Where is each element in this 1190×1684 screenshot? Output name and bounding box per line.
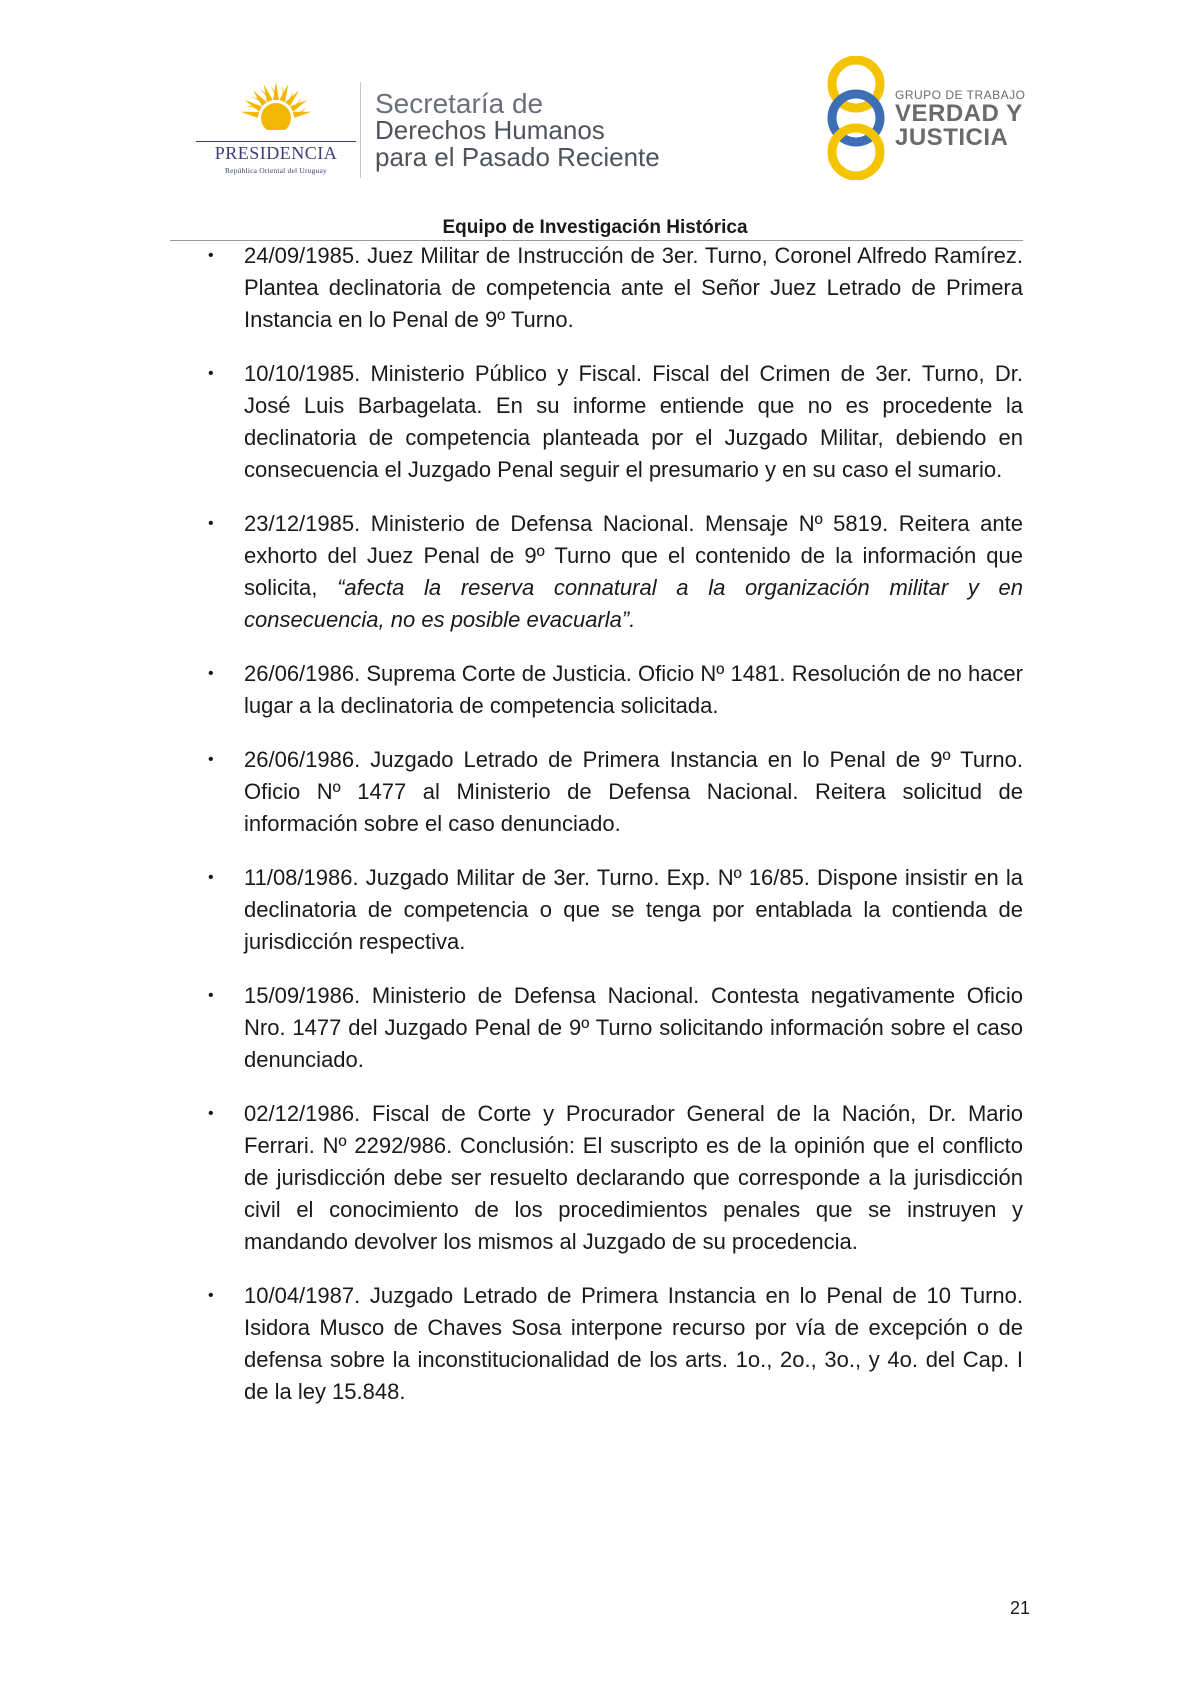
entry-text: 10/04/1987. Juzgado Letrado de Primera Instancia en lo Penal de 10 Turno. Isidora Musco de Chaves Sosa interpone recurso por vía de excepción o de defensa sobre la inconstitucionalidad de los arts. 1o., 2o., 3o., y 4o. del Cap. I de la ley 15.848. xyxy=(244,1283,1023,1404)
team-title: Equipo de Investigación Histórica xyxy=(442,217,748,238)
list-item xyxy=(208,980,1023,1076)
bullet-icon: • xyxy=(208,665,214,682)
list-item xyxy=(208,1280,1023,1408)
bullet-icon: • xyxy=(208,987,214,1004)
entry-text: 24/09/1985. Juez Militar de Instrucción de 3er. Turno, Coronel Alfredo Ramírez. Plantea declinatoria de competencia ante el Señor Juez Letrado de Primera Instancia en lo Penal de 9º Turno. xyxy=(244,243,1023,332)
list-item xyxy=(208,508,1023,636)
page-content xyxy=(208,240,1023,1430)
entry-text: 15/09/1986. Ministerio de Defensa Nacional. Contesta negativamente Oficio Nro. 1477 del Juzgado Penal de 9º Turno solicitando información sobre el caso denunciado. xyxy=(244,983,1023,1072)
header-divider xyxy=(360,82,361,178)
entry-text: 10/10/1985. Ministerio Público y Fiscal. Fiscal del Crimen de 3er. Turno, Dr. José Luis Barbagelata. En su informe entiende que no es procedente la declinatoria de competencia planteada por el Juzgado Militar, debiendo en consecuencia el Juzgado Penal seguir el presumario y en su caso el sumario. xyxy=(244,361,1023,482)
page-header xyxy=(0,0,1190,240)
bullet-icon: • xyxy=(208,365,214,382)
bullet-icon: • xyxy=(208,869,214,886)
presidencia-divider xyxy=(196,141,356,142)
presidencia-wordmark: PRESIDENCIA xyxy=(214,143,338,163)
bullet-icon: • xyxy=(208,1287,214,1304)
verdad-justicia-wordmark xyxy=(895,88,1025,150)
gtvj-line-1: GRUPO DE TRABAJO xyxy=(895,88,1026,102)
gtvj-line-3: JUSTICIA xyxy=(895,124,1009,151)
page-number: 21 xyxy=(1009,1598,1030,1618)
entry-quote: “afecta la reserva connatural a la organización militar y en consecuencia, no es posible evacuarla”. xyxy=(244,575,1023,632)
secretaria-line-2: Derechos Humanos xyxy=(375,115,605,145)
bullet-icon: • xyxy=(208,751,214,768)
secretaria-title xyxy=(375,90,660,171)
list-item xyxy=(208,358,1023,486)
bullet-icon: • xyxy=(208,1105,214,1122)
secretaria-line-3: para el Pasado Reciente xyxy=(375,142,660,172)
sun-icon xyxy=(236,78,316,138)
entry-text: 26/06/1986. Juzgado Letrado de Primera Instancia en lo Penal de 9º Turno. Oficio Nº 1477 al Ministerio de Defensa Nacional. Reitera solicitud de información sobre el caso denunciado. xyxy=(244,747,1023,836)
list-item xyxy=(208,658,1023,722)
presidencia-subtitle: República Oriental del Uruguay xyxy=(224,166,327,175)
list-item xyxy=(208,744,1023,840)
presidencia-logo xyxy=(196,78,356,178)
list-item xyxy=(208,1098,1023,1258)
entry-text: 23/12/1985. Ministerio de Defensa Nacional. Mensaje Nº 5819. Reitera ante exhorto del Juez Penal de 9º Turno que el contenido de la información que solicita, xyxy=(244,511,1023,600)
entry-list xyxy=(208,240,1023,1408)
secretaria-line-1: Secretaría de xyxy=(375,88,544,119)
bullet-icon: • xyxy=(208,515,214,532)
entry-text: 11/08/1986. Juzgado Militar de 3er. Turno. Exp. Nº 16/85. Dispone insistir en la declinatoria de competencia o que se tenga por entablada la contienda de jurisdicción respectiva. xyxy=(244,865,1023,954)
entry-text: 26/06/1986. Suprema Corte de Justicia. Oficio Nº 1481. Resolución de no hacer lugar a la declinatoria de competencia solicitada. xyxy=(244,661,1023,718)
entry-text: 02/12/1986. Fiscal de Corte y Procurador General de la Nación, Dr. Mario Ferrari. Nº 2292/986. Conclusión: El suscripto es de la opinión que el conflicto de jurisdicción debe ser resuelto declarando que corresponde a la jurisdicción civil el conocimiento de los procedimientos penales que se instruyen y mandando devolver los mismos al Juzgado de su procedencia. xyxy=(244,1101,1023,1254)
bullet-icon: • xyxy=(208,247,214,264)
list-item xyxy=(208,862,1023,958)
list-item xyxy=(208,240,1023,336)
gtvj-line-2: VERDAD Y xyxy=(895,100,1023,127)
